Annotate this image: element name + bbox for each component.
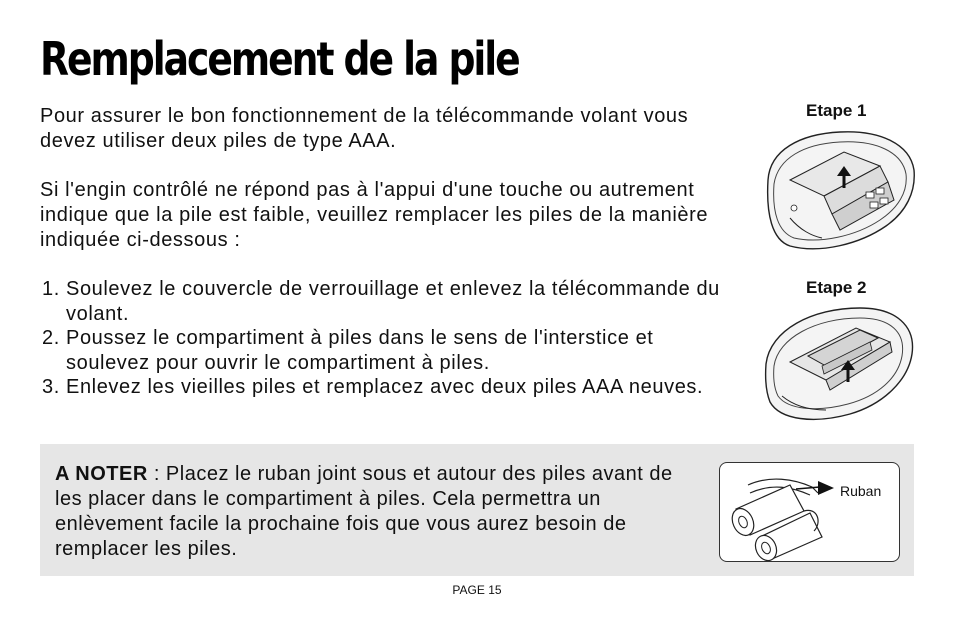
ribbon-label: Ruban bbox=[840, 483, 882, 499]
ribbon-illustration bbox=[720, 463, 899, 561]
step-number: 3. bbox=[42, 376, 60, 398]
step-1-illustration bbox=[760, 122, 920, 260]
intro-paragraph-1: Pour assurer le bon fonctionnement de la télécommande volant vous devez utiliser deux piles de type AAA. bbox=[40, 105, 689, 152]
step-item bbox=[40, 326, 740, 375]
step-2-illustration bbox=[760, 300, 920, 426]
note-box bbox=[40, 444, 914, 576]
note-body: : Placez le ruban joint sous et autour des piles avant de les placer dans le compartiment à piles. Cela permettra un enlèvement facile la prochaine fois que vous aurez besoin de remplacer les piles. bbox=[55, 463, 673, 560]
page-number: PAGE 15 bbox=[452, 583, 502, 597]
intro-paragraph-2: Si l'engin contrôlé ne répond pas à l'appui d'une touche ou autrement indique que la pile est faible, veuillez remplacer les piles de la manière indiquée ci-dessous : bbox=[40, 179, 709, 251]
step-text: Soulevez le couvercle de verrouillage et enlevez la télécommande du volant. bbox=[66, 278, 720, 325]
step-number: 1. bbox=[42, 278, 60, 300]
ribbon-illustration-box bbox=[719, 462, 900, 562]
step-item bbox=[40, 277, 740, 326]
step-text: Enlevez les vieilles piles et remplacez avec deux piles AAA neuves. bbox=[66, 376, 704, 398]
page-title: Remplacement de la pile bbox=[40, 32, 519, 86]
note-text bbox=[55, 462, 695, 562]
steps-list bbox=[40, 277, 740, 400]
step-number: 2. bbox=[42, 327, 60, 349]
step-1-label: Etape 1 bbox=[806, 101, 867, 120]
note-label: A NOTER bbox=[55, 463, 148, 485]
step-text: Poussez le compartiment à piles dans le sens de l'interstice et soulevez pour ouvrir le compartiment à piles. bbox=[66, 327, 654, 374]
step-item bbox=[40, 375, 740, 400]
step-2-label: Etape 2 bbox=[806, 278, 867, 297]
